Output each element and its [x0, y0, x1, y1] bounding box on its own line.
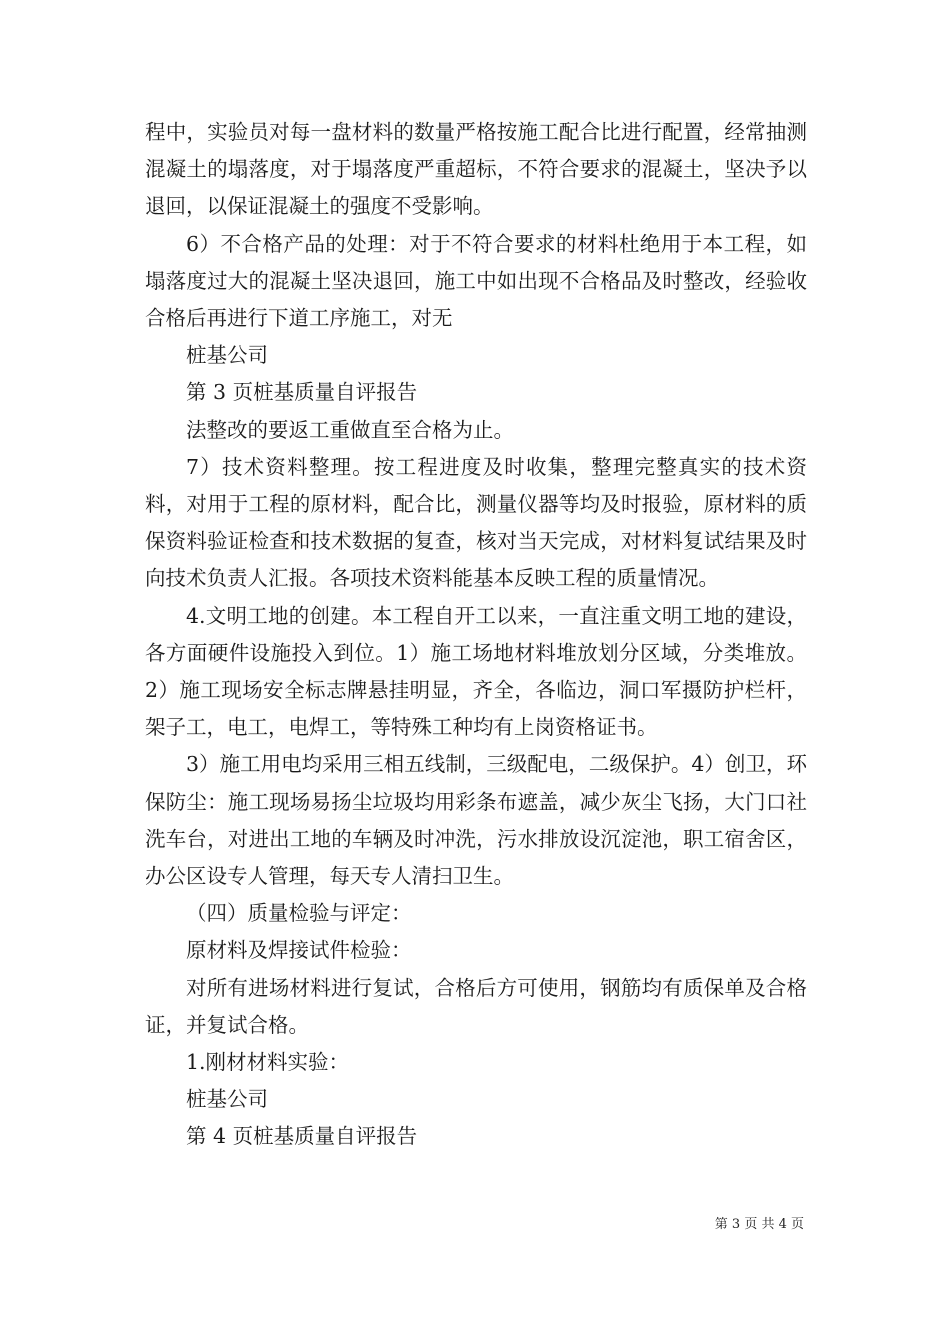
- company-name-line-2: 桩基公司: [186, 1087, 268, 1112]
- page-number-footer: 第 3 页 共 4 页: [714, 1217, 804, 1232]
- company-name-line: 桩基公司: [186, 343, 268, 368]
- paragraph-2: 6）不合格产品的处理：对于不符合要求的材料杜绝用于本工程，如塌落度过大的混凝土坚决退回，施工中如出现不合格品及时整改，经验收合格后再进行下道工序施工，对无: [145, 231, 807, 331]
- paragraph-11: 对所有进场材料进行复试，合格后方可使用，钢筋均有质保单及合格证，并复试合格。: [145, 975, 807, 1037]
- paragraph-1: 程中，实验员对每一盘材料的数量严格按施工配合比进行配置，经常抽测混凝土的塌落度，对于塌落度严重超标，不符合要求的混凝土，坚决予以退回，以保证混凝土的强度不受影响。: [145, 120, 807, 219]
- page-report-title-line-2: 第 4 页桩基质量自评报告: [186, 1124, 418, 1149]
- paragraph-7: 4.文明工地的创建。本工程自开工以来，一直注重文明工地的建设，各方面硬件设施投入到位。1）施工场地材料堆放划分区域，分类堆放。2）施工现场安全标志牌悬挂明显，齐全，各临边，洞口军摄防护栏杆，架子工，电工，电焊工，等特殊工种均有上岗资格证书。: [145, 603, 807, 740]
- subheading: 原材料及焊接试件检验：: [186, 938, 412, 963]
- paragraph-5: 法整改的要返工重做直至合格为止。: [186, 417, 514, 442]
- paragraph-8: 3）施工用电均采用三相五线制，三级配电，二级保护。4）创卫，环保防尘：施工现场易扬尘垃圾均用彩条布遮盖，减少灰尘飞扬，大门口社洗车台，对进出工地的车辆及时冲洗，污水排放设沉淀池，职工宿舍区，办公区设专人管理，每天专人清扫卫生。: [145, 752, 807, 889]
- section-heading: （四）质量检验与评定：: [186, 901, 412, 926]
- page-report-title-line: 第 3 页桩基质量自评报告: [186, 380, 418, 405]
- document-body: [145, 114, 807, 1156]
- numbered-item: 1.刚材材料实验：: [186, 1050, 350, 1075]
- paragraph-6: 7）技术资料整理。按工程进度及时收集，整理完整真实的技术资料，对用于工程的原材料，配合比，测量仪器等均及时报验，原材料的质保资料验证检查和技术数据的复查，核对当天完成，对材料复试结果及时向技术负责人汇报。各项技术资料能基本反映工程的质量情况。: [145, 454, 807, 591]
